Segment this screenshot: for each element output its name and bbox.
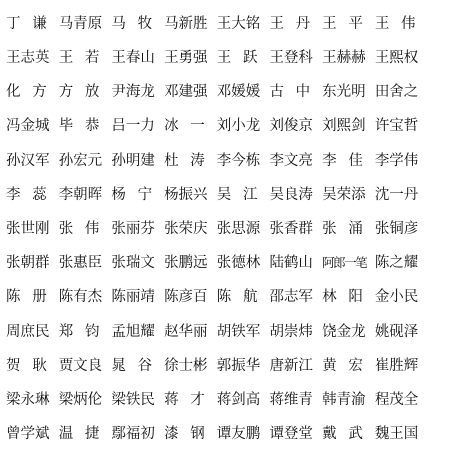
name-cell: 张朝群 (6, 255, 50, 272)
name-cell: 王 丹 (269, 15, 311, 32)
name-cell: 王 若 (58, 50, 100, 67)
name-row (0, 7, 474, 41)
name-cell: 谭友鹏 (216, 426, 261, 443)
name-cell: 蒋 才 (164, 391, 205, 408)
name-cell: 李学伟 (374, 152, 419, 169)
name-cell: 冰 一 (164, 118, 205, 135)
name-cell: 张世刚 (6, 220, 50, 237)
name-cell: 程茂全 (374, 391, 419, 408)
name-cell: 王登科 (269, 50, 313, 67)
name-cell: 贺 耿 (6, 357, 47, 374)
name-cell: 张鹏远 (164, 255, 208, 272)
name-cell: 张惠臣 (58, 255, 103, 272)
name-cell: 贾文良 (58, 357, 103, 374)
name-cell: 周庶民 (6, 323, 50, 340)
name-cell: 王 跃 (216, 50, 258, 67)
name-cell: 张瑞文 (111, 255, 155, 272)
name-cell: 韩青渝 (322, 391, 366, 408)
name-cell: 陆鹤山 (269, 255, 313, 272)
name-cell: 郑 钧 (58, 323, 100, 340)
name-cell: 崔胜辉 (374, 357, 419, 374)
name-cell: 徐士彬 (164, 357, 208, 374)
name-cell: 李朝晖 (58, 186, 103, 203)
name-cell: 杨振兴 (164, 186, 208, 203)
name-cell: 刘熙剑 (322, 118, 366, 135)
name-cell: 李 蕊 (6, 186, 47, 203)
name-cell: 张香群 (269, 220, 313, 237)
name-cell: 梁铁民 (111, 391, 155, 408)
name-cell: 孙汉军 (6, 152, 50, 169)
name-cell: 梁永琳 (6, 391, 50, 408)
name-row (0, 41, 474, 75)
name-row (0, 281, 474, 315)
name-cell: 孙宏元 (58, 152, 103, 169)
name-cell: 林 阳 (322, 289, 363, 306)
name-cell: 李文亮 (269, 152, 313, 169)
name-cell: 吕一力 (111, 118, 155, 135)
name-row (0, 144, 474, 178)
name-cell: 晁 谷 (111, 357, 153, 374)
name-cell: 冯金城 (6, 118, 50, 135)
name-cell: 张 涌 (322, 220, 363, 237)
name-cell: 孙明建 (111, 152, 155, 169)
name-cell: 刘俊京 (269, 118, 313, 135)
name-cell: 王 平 (322, 15, 363, 32)
name-cell: 金小民 (374, 289, 419, 306)
name-cell: 吴 江 (216, 186, 258, 203)
name-cell: 赵华丽 (164, 323, 208, 340)
name-cell: 马 牧 (111, 15, 153, 32)
name-cell: 戴 武 (322, 426, 363, 443)
name-cell: 胡铁军 (216, 323, 261, 340)
name-row (0, 383, 474, 417)
name-cell: 尹海龙 (111, 84, 155, 101)
name-cell: 刘小龙 (216, 118, 261, 135)
name-cell: 魏王国 (374, 426, 419, 443)
name-cell: 丁 谦 (6, 15, 47, 32)
name-cell: 毕 恭 (58, 118, 100, 135)
name-cell: 张荣庆 (164, 220, 208, 237)
name-cell: 陈之耀 (374, 255, 419, 272)
name-cell: 王赫赫 (322, 50, 366, 67)
name-cell: 张丽芬 (111, 220, 155, 237)
name-cell: 陈 册 (6, 289, 47, 306)
name-cell: 王 伟 (374, 15, 416, 32)
name-cell: 沈一丹 (374, 186, 419, 203)
name-cell: 漆 钢 (164, 426, 205, 443)
name-cell: 东光明 (322, 84, 366, 101)
name-cell: 田舍之 (374, 84, 419, 101)
name-cell: 张思源 (216, 220, 261, 237)
name-row (0, 349, 474, 383)
name-cell: 吴良涛 (269, 186, 313, 203)
name-cell: 蒋剑高 (216, 391, 261, 408)
name-cell: 王勇强 (164, 50, 208, 67)
name-cell: 李 佳 (322, 152, 363, 169)
name-cell: 陈有杰 (58, 289, 103, 306)
name-cell: 杨 宁 (111, 186, 153, 203)
name-cell: 曾学斌 (6, 426, 50, 443)
name-cell: 唐新江 (269, 357, 313, 374)
name-cell: 黄 宏 (322, 357, 363, 374)
name-cell: 王熙权 (374, 50, 419, 67)
name-cell: 王春山 (111, 50, 155, 67)
name-cell: 张 伟 (58, 220, 100, 237)
name-cell: 古 中 (269, 84, 311, 101)
name-cell: 吴荣添 (322, 186, 366, 203)
name-grid (0, 7, 474, 451)
name-cell: 胡崇炜 (269, 323, 313, 340)
name-row (0, 246, 474, 280)
name-cell: 王志英 (6, 50, 50, 67)
name-cell: 姚砚泽 (374, 323, 419, 340)
name-cell: 邓媛媛 (216, 84, 261, 101)
name-cell: 鄢福初 (111, 426, 155, 443)
name-cell: 温 捷 (58, 426, 100, 443)
name-cell: 化 方 (6, 84, 47, 101)
name-cell: 王大铭 (216, 15, 261, 32)
name-cell: 许宝哲 (374, 118, 419, 135)
name-cell: 张德林 (216, 255, 261, 272)
name-cell: 李今栋 (216, 152, 261, 169)
name-cell: 陈彦百 (164, 289, 208, 306)
name-cell: 邓建强 (164, 84, 208, 101)
name-row (0, 178, 474, 212)
name-row (0, 212, 474, 246)
name-row (0, 315, 474, 349)
name-cell: 陈 航 (216, 289, 258, 306)
name-row (0, 417, 474, 451)
name-cell: 饶金龙 (322, 323, 366, 340)
name-cell: 陈丽靖 (111, 289, 155, 306)
name-cell: 郭振华 (216, 357, 261, 374)
name-cell: 孟旭耀 (111, 323, 155, 340)
name-cell: 邵志军 (269, 289, 313, 306)
name-cell: 马青原 (58, 15, 103, 32)
name-cell: 方 放 (58, 84, 100, 101)
name-cell: 阿郎一笔 (322, 255, 367, 271)
name-cell: 谭登堂 (269, 426, 313, 443)
name-cell: 张铜彦 (374, 220, 419, 237)
name-row (0, 75, 474, 109)
name-row (0, 110, 474, 144)
name-cell: 蒋维青 (269, 391, 313, 408)
name-cell: 马新胜 (164, 15, 208, 32)
name-cell: 梁炳伦 (58, 391, 103, 408)
name-cell: 杜 涛 (164, 152, 205, 169)
